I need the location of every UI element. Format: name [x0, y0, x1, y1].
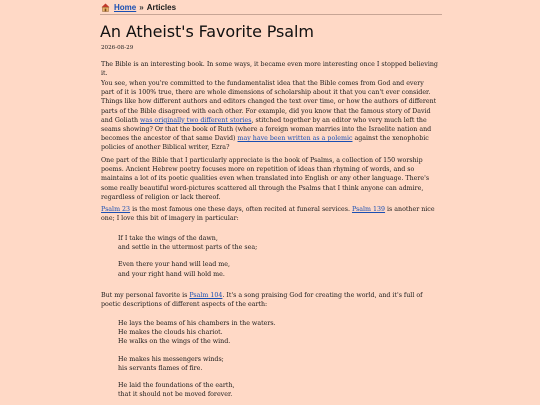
verse-line: Even there your hand will lead me, [118, 261, 230, 269]
link-polemic[interactable]: may have been written as a polemic [237, 135, 353, 143]
link-two-different-stories[interactable]: was originally two different stories [140, 116, 252, 124]
verse-line: If I take the wings of the dawn, [118, 235, 218, 242]
verse-line: He lays the beams of his chambers in the waters. [118, 320, 276, 327]
verse-gap [118, 347, 276, 355]
link-psalm-23[interactable]: Psalm 23 [101, 206, 131, 213]
page-title: An Atheist's Favorite Psalm [100, 22, 314, 41]
paragraph-text: is another nice one; I love this bit of imagery in particular: [101, 206, 435, 223]
paragraph-text: is the most famous one these days, often recited at funeral services. [130, 206, 352, 213]
paragraph-text: , stitched together by an editor who very much left the seams showing? Or that the book of Ruth (where a foreign woman marries into the Israelite nation and becomes the ancestor of that same David) [101, 116, 432, 143]
breadcrumb-current: Articles [146, 3, 177, 12]
paragraph-scholarship [101, 79, 439, 153]
verse-line: He makes the clouds his chariot. [118, 329, 223, 337]
link-psalm-104[interactable]: Psalm 104 [189, 292, 223, 299]
verse-block-psalm-139 [118, 234, 257, 279]
paragraph-text: You see, when you're committed to the fundamentalist idea that the Bible comes from God and every part of it is 100% true, there are whole dimensions of scholarship about it that you can't ever consider. Things like how different authors and editors changed the text over time, or how the authors of different parts of the Bible disagreed with each other. For example, did you know that the famous story of David and Goliath [101, 80, 437, 124]
paragraph-text: against the xenophobic policies of another Biblical writer, Ezra? [101, 135, 429, 152]
verse-gap [118, 252, 257, 260]
paragraph-psalms: One part of the Bible that I particularly appreciate is the book of Psalms, a collection of 150 worship poems. Ancient Hebrew poetry focuses more on repetition of ideas than rhyming of words, and so maintains a lot of its poetic qualities even when translated into English or any other language. There's some really beautiful word-pictures scattered all through the Psalms that I think anyone can admire, regardless of religion or lack thereof. [101, 157, 430, 201]
header-divider [100, 14, 442, 15]
paragraph-text: . It's a song praising God for creating the world, and it's full of poetic descriptions of different aspects of the earth: [101, 292, 423, 309]
verse-line: He laid the foundations of the earth, [118, 382, 235, 390]
paragraph-intro: The Bible is an interesting book. In some ways, it became even more interesting once I stopped believing it. [101, 61, 438, 78]
paragraph-text: But my personal favorite is [101, 292, 190, 299]
verse-gap [118, 373, 276, 381]
home-link[interactable]: Home [114, 3, 137, 12]
link-psalm-139[interactable]: Psalm 139 [351, 206, 386, 213]
verse-line: He makes his messengers winds; [118, 355, 224, 363]
breadcrumb [101, 3, 176, 12]
verse-line: his servants flames of fire. [118, 364, 203, 372]
verse-line: and your right hand will hold me. [118, 270, 225, 278]
breadcrumb-separator: » [139, 3, 144, 12]
house-icon [101, 3, 110, 12]
verse-line: that it should not be moved forever. [118, 391, 233, 399]
verse-block-psalm-104 [118, 319, 276, 399]
verse-line: He walks on the wings of the wind. [118, 338, 231, 346]
paragraph-favorites [101, 205, 439, 223]
publish-date: 2026-08-29 [101, 45, 134, 51]
paragraph-psalm-104 [101, 291, 439, 309]
verse-line: and settle in the uttermost parts of the sea; [118, 244, 258, 252]
